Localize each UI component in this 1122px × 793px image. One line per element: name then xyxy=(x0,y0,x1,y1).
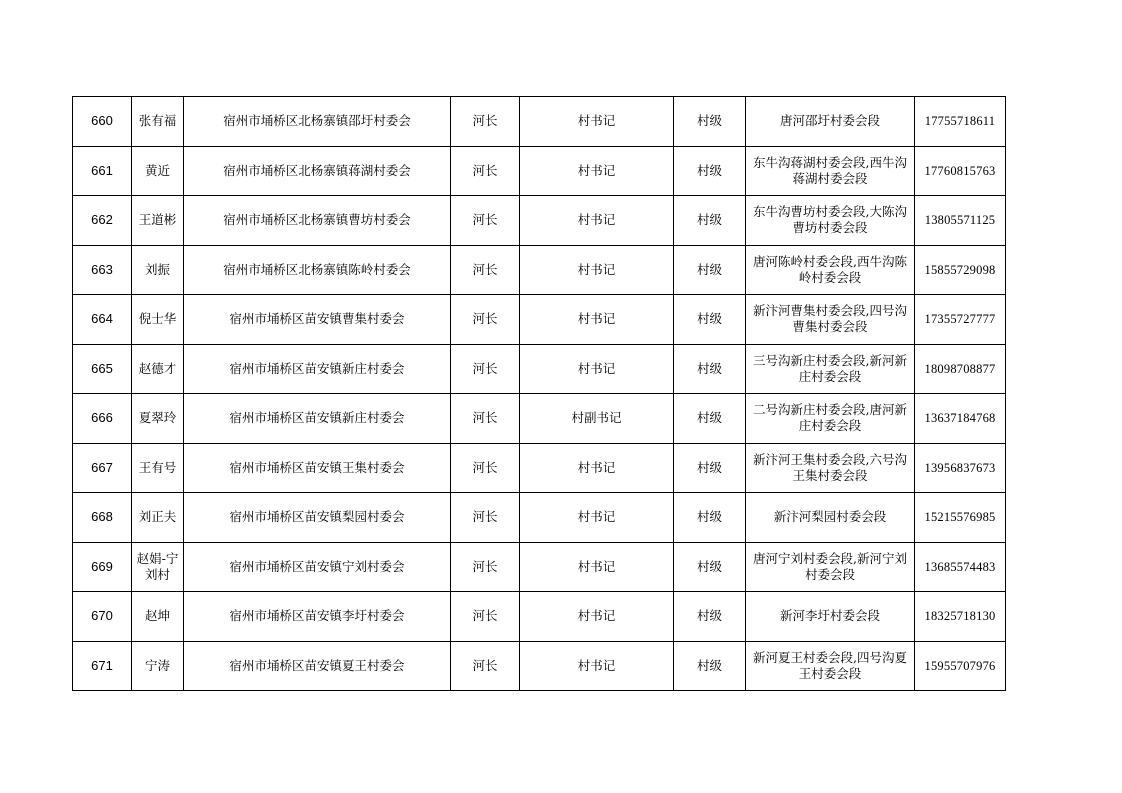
position-cell: 村书记 xyxy=(520,146,674,196)
organization-cell: 宿州市埇桥区苗安镇李圩村委会 xyxy=(184,592,451,642)
person-name-cell: 夏翠玲 xyxy=(132,394,184,444)
phone-cell: 17760815763 xyxy=(915,146,1006,196)
position-cell: 村书记 xyxy=(520,97,674,147)
table-row xyxy=(73,641,1006,691)
table-row xyxy=(73,295,1006,345)
table-row xyxy=(73,592,1006,642)
row-number-cell: 663 xyxy=(73,245,132,295)
person-name-cell: 赵坤 xyxy=(132,592,184,642)
organization-cell: 宿州市埇桥区北杨寨镇陈岭村委会 xyxy=(184,245,451,295)
level-cell: 村级 xyxy=(674,344,746,394)
organization-cell: 宿州市埇桥区苗安镇夏王村委会 xyxy=(184,641,451,691)
row-number-cell: 668 xyxy=(73,493,132,543)
role-cell: 河长 xyxy=(451,443,520,493)
role-cell: 河长 xyxy=(451,146,520,196)
organization-cell: 宿州市埇桥区苗安镇宁刘村委会 xyxy=(184,542,451,592)
organization-cell: 宿州市埇桥区苗安镇曹集村委会 xyxy=(184,295,451,345)
position-cell: 村副书记 xyxy=(520,394,674,444)
river-section-cell: 东牛沟曹坊村委会段,大陈沟曹坊村委会段 xyxy=(746,196,915,246)
person-name-cell: 黄近 xyxy=(132,146,184,196)
level-cell: 村级 xyxy=(674,196,746,246)
row-number-cell: 666 xyxy=(73,394,132,444)
position-cell: 村书记 xyxy=(520,344,674,394)
position-cell: 村书记 xyxy=(520,641,674,691)
row-number-cell: 662 xyxy=(73,196,132,246)
level-cell: 村级 xyxy=(674,542,746,592)
phone-cell: 18098708877 xyxy=(915,344,1006,394)
river-section-cell: 二号沟新庄村委会段,唐河新庄村委会段 xyxy=(746,394,915,444)
role-cell: 河长 xyxy=(451,493,520,543)
level-cell: 村级 xyxy=(674,146,746,196)
role-cell: 河长 xyxy=(451,196,520,246)
table-row xyxy=(73,196,1006,246)
table-row xyxy=(73,443,1006,493)
person-name-cell: 王道彬 xyxy=(132,196,184,246)
row-number-cell: 660 xyxy=(73,97,132,147)
phone-cell: 15855729098 xyxy=(915,245,1006,295)
organization-cell: 宿州市埇桥区苗安镇王集村委会 xyxy=(184,443,451,493)
river-section-cell: 唐河陈岭村委会段,西牛沟陈岭村委会段 xyxy=(746,245,915,295)
position-cell: 村书记 xyxy=(520,542,674,592)
river-section-cell: 新汴河曹集村委会段,四号沟曹集村委会段 xyxy=(746,295,915,345)
position-cell: 村书记 xyxy=(520,295,674,345)
organization-cell: 宿州市埇桥区北杨寨镇曹坊村委会 xyxy=(184,196,451,246)
table-row xyxy=(73,97,1006,147)
position-cell: 村书记 xyxy=(520,245,674,295)
role-cell: 河长 xyxy=(451,344,520,394)
row-number-cell: 671 xyxy=(73,641,132,691)
position-cell: 村书记 xyxy=(520,493,674,543)
person-name-cell: 王有号 xyxy=(132,443,184,493)
role-cell: 河长 xyxy=(451,542,520,592)
river-section-cell: 新河李圩村委会段 xyxy=(746,592,915,642)
river-section-cell: 新河夏王村委会段,四号沟夏王村委会段 xyxy=(746,641,915,691)
level-cell: 村级 xyxy=(674,493,746,543)
level-cell: 村级 xyxy=(674,641,746,691)
table-row xyxy=(73,146,1006,196)
organization-cell: 宿州市埇桥区苗安镇新庄村委会 xyxy=(184,344,451,394)
organization-cell: 宿州市埇桥区北杨寨镇邵圩村委会 xyxy=(184,97,451,147)
person-name-cell: 刘振 xyxy=(132,245,184,295)
row-number-cell: 669 xyxy=(73,542,132,592)
organization-cell: 宿州市埇桥区苗安镇新庄村委会 xyxy=(184,394,451,444)
table-body xyxy=(73,97,1006,691)
level-cell: 村级 xyxy=(674,97,746,147)
role-cell: 河长 xyxy=(451,295,520,345)
role-cell: 河长 xyxy=(451,641,520,691)
phone-cell: 15215576985 xyxy=(915,493,1006,543)
position-cell: 村书记 xyxy=(520,592,674,642)
row-number-cell: 665 xyxy=(73,344,132,394)
phone-cell: 13637184768 xyxy=(915,394,1006,444)
river-section-cell: 东牛沟蒋湖村委会段,西牛沟蒋湖村委会段 xyxy=(746,146,915,196)
river-section-cell: 唐河宁刘村委会段,新河宁刘村委会段 xyxy=(746,542,915,592)
table-row xyxy=(73,493,1006,543)
phone-cell: 13685574483 xyxy=(915,542,1006,592)
river-section-cell: 唐河邵圩村委会段 xyxy=(746,97,915,147)
phone-cell: 18325718130 xyxy=(915,592,1006,642)
level-cell: 村级 xyxy=(674,295,746,345)
role-cell: 河长 xyxy=(451,97,520,147)
person-name-cell: 倪士华 xyxy=(132,295,184,345)
row-number-cell: 667 xyxy=(73,443,132,493)
phone-cell: 13805571125 xyxy=(915,196,1006,246)
row-number-cell: 661 xyxy=(73,146,132,196)
phone-cell: 17355727777 xyxy=(915,295,1006,345)
person-name-cell: 赵娟-宁刘村 xyxy=(132,542,184,592)
position-cell: 村书记 xyxy=(520,443,674,493)
phone-cell: 17755718611 xyxy=(915,97,1006,147)
level-cell: 村级 xyxy=(674,394,746,444)
table-row xyxy=(73,394,1006,444)
phone-cell: 13956837673 xyxy=(915,443,1006,493)
table-row xyxy=(73,344,1006,394)
level-cell: 村级 xyxy=(674,245,746,295)
river-section-cell: 三号沟新庄村委会段,新河新庄村委会段 xyxy=(746,344,915,394)
river-chief-table xyxy=(72,96,1006,691)
person-name-cell: 宁涛 xyxy=(132,641,184,691)
person-name-cell: 张有福 xyxy=(132,97,184,147)
row-number-cell: 670 xyxy=(73,592,132,642)
table-row xyxy=(73,542,1006,592)
role-cell: 河长 xyxy=(451,394,520,444)
row-number-cell: 664 xyxy=(73,295,132,345)
organization-cell: 宿州市埇桥区苗安镇梨园村委会 xyxy=(184,493,451,543)
level-cell: 村级 xyxy=(674,443,746,493)
position-cell: 村书记 xyxy=(520,196,674,246)
river-section-cell: 新汴河王集村委会段,六号沟王集村委会段 xyxy=(746,443,915,493)
role-cell: 河长 xyxy=(451,592,520,642)
phone-cell: 15955707976 xyxy=(915,641,1006,691)
organization-cell: 宿州市埇桥区北杨寨镇蒋湖村委会 xyxy=(184,146,451,196)
table-row xyxy=(73,245,1006,295)
role-cell: 河长 xyxy=(451,245,520,295)
person-name-cell: 赵德才 xyxy=(132,344,184,394)
river-section-cell: 新汴河梨园村委会段 xyxy=(746,493,915,543)
person-name-cell: 刘正夫 xyxy=(132,493,184,543)
level-cell: 村级 xyxy=(674,592,746,642)
